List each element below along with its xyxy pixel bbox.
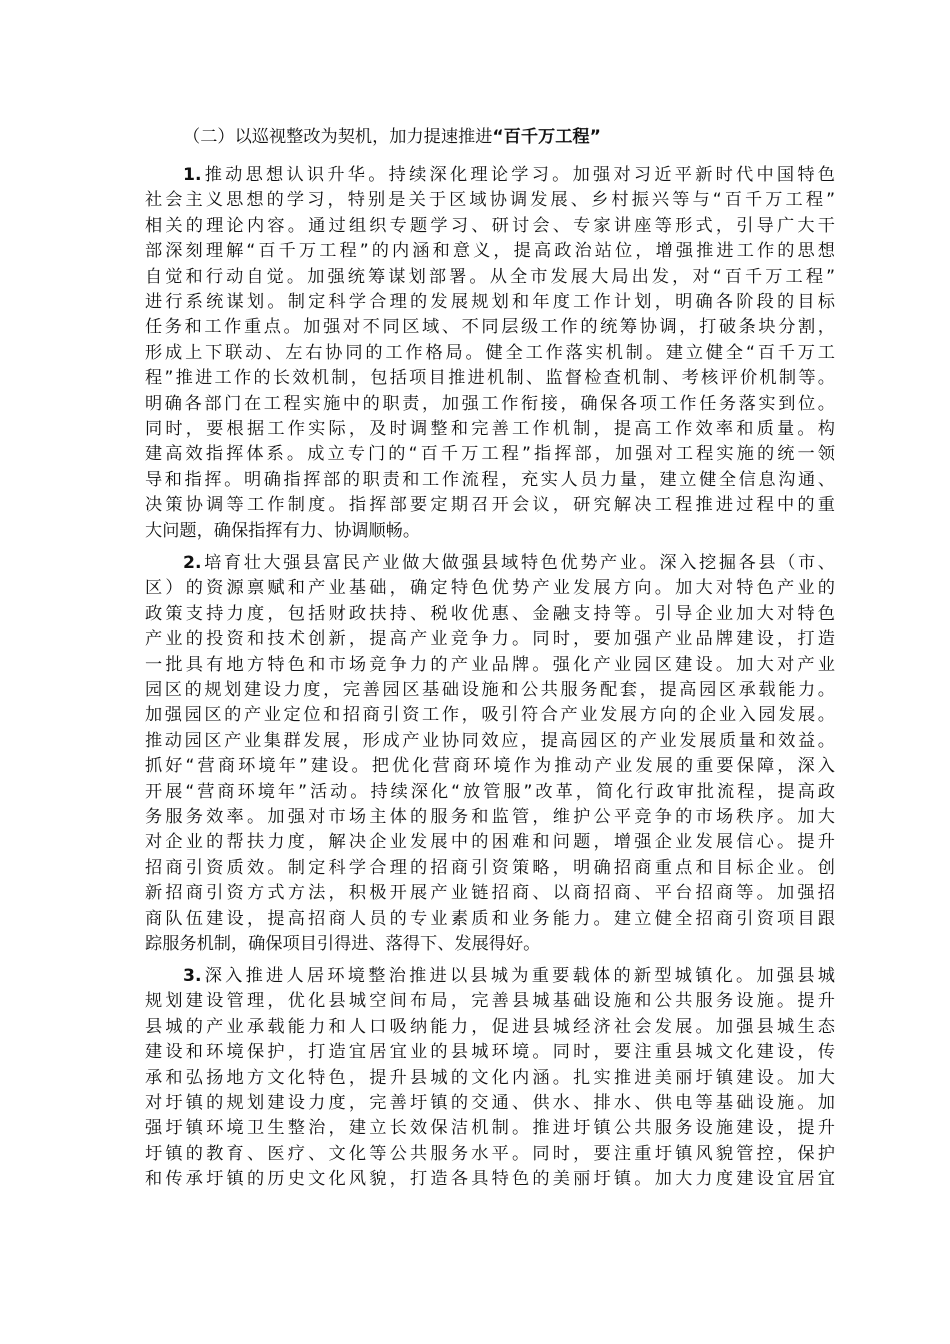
- paragraph-text: 对企业的帮扶力度，解决企业发展中的困难和问题，增强企业发展信心。提升: [145, 832, 835, 853]
- paragraph-line: [145, 601, 835, 627]
- paragraph-text: 形成上下联动、左右协同的工作格局。健全工作落实机制。建立健全“百千万工: [145, 342, 835, 363]
- section-heading: [183, 124, 601, 150]
- paragraph-text: 产业的投资和技术创新，提高产业竞争力。同时，要加强产业品牌建设，打造: [145, 629, 835, 650]
- paragraph-text: 商队伍建设，提高招商人员的专业素质和业务能力。建立健全招商引资项目跟: [145, 908, 835, 929]
- paragraph-text: 进行系统谋划。制定科学合理的发展规划和年度工作计划，明确各阶段的目标: [145, 292, 835, 312]
- paragraph-text: 县城的产业承载能力和人口吸纳能力，促进县城经济社会发展。加强县城生态: [145, 1016, 835, 1037]
- paragraph-text: 园区的规划建设力度，完善园区基础设施和公共服务配套，提高园区承载能力。: [145, 680, 835, 700]
- paragraph-line: [145, 1014, 835, 1040]
- paragraph-text: 部深刻理解“百千万工程”的内涵和意义，提高政治站位，增强推进工作的思想: [145, 241, 835, 262]
- paragraph-text: 决策协调等工作制度。指挥部要定期召开会议，研究解决工程推进过程中的重: [145, 495, 835, 516]
- paragraph-text: 承和弘扬地方文化特色，提升县城的文化内涵。扎实推进美丽圩镇建设。加大: [145, 1067, 835, 1088]
- paragraph-text: 规划建设管理，优化县城空间布局，完善县城基础设施和公共服务设施。提升: [145, 991, 835, 1012]
- paragraph-line: [145, 906, 835, 932]
- paragraph-line: [145, 187, 835, 213]
- paragraph-line: [145, 1039, 835, 1065]
- paragraph-line: [145, 213, 835, 239]
- paragraph-line: [145, 804, 835, 830]
- paragraph-line: [145, 1141, 835, 1167]
- paragraph-line: [183, 963, 835, 989]
- paragraph-text: 政策支持力度，包括财政扶持、税收优惠、金融支持等。引导企业加大对特色: [145, 603, 835, 624]
- paragraph-text: 踪服务机制，确保项目引得进、落得下、发展得好。: [145, 934, 541, 954]
- paragraph-text: 务服务效率。加强对市场主体的服务和监管，维护公平竞争的市场秩序。加大: [145, 807, 835, 827]
- paragraph-number: 2.: [183, 553, 202, 573]
- paragraph-text: 一批具有地方特色和市场竞争力的产业品牌。强化产业园区建设。加大对产业: [145, 654, 835, 675]
- paragraph-line: [145, 492, 835, 518]
- paragraph-text: 自觉和行动自觉。加强统筹谋划部署。从全市发展大局出发，对“百千万工程”: [145, 266, 835, 287]
- paragraph-line: [145, 441, 835, 467]
- paragraph-text: 深入推进人居环境整治推进以县城为重要载体的新型城镇化。加强县城: [201, 966, 835, 986]
- paragraph-line: [145, 855, 835, 881]
- paragraph-text: 加强园区的产业定位和招商引资工作，吸引符合产业发展方向的企业入园发展。: [145, 705, 835, 726]
- paragraph-line: [145, 829, 835, 855]
- paragraph-line: [145, 518, 835, 544]
- paragraph-line: [145, 340, 835, 366]
- paragraph-text: 对圩镇的规划建设力度，完善圩镇的交通、供水、排水、供电等基础设施。加: [145, 1093, 835, 1113]
- paragraph-text: 推动思想认识升华。持续深化理论学习。加强对习近平新时代中国特色: [201, 165, 835, 185]
- paragraph-line: [145, 702, 835, 728]
- paragraph-line: [145, 575, 835, 601]
- paragraph-text: 新招商引资方式方法，积极开展产业链招商、以商招商、平台招商等。加强招: [145, 883, 835, 904]
- paragraph-line: [145, 416, 835, 442]
- paragraph-line: [145, 289, 835, 315]
- paragraph-text: 和传承圩镇的历史文化风貌，打造各具特色的美丽圩镇。加大力度建设宜居宜: [145, 1169, 835, 1190]
- paragraph-line: [145, 365, 835, 391]
- paragraph-line: [145, 677, 835, 703]
- paragraph-text: 圩镇的教育、医疗、文化等公共服务水平。同时，要注重圩镇风貌管控，保护: [145, 1143, 835, 1164]
- paragraph-text: 区）的资源禀赋和产业基础，确定特色优势产业发展方向。加大对特色产业的: [145, 578, 835, 599]
- paragraph-line: [145, 753, 835, 779]
- paragraph-text: 强圩镇环境卫生整治，建立长效保洁机制。推进圩镇公共服务设施建设，提升: [145, 1118, 835, 1139]
- paragraph-line: [145, 238, 835, 264]
- paragraph-line: [145, 931, 835, 957]
- paragraph-text: 程”推进工作的长效机制，包括项目推进机制、监督检查机制、考核评价机制等。: [145, 368, 835, 389]
- paragraph-text: 开展“营商环境年”活动。持续深化“放管服”改革，简化行政审批流程，提高政: [145, 781, 835, 802]
- paragraph-line: [145, 728, 835, 754]
- paragraph-text: 推动园区产业集群发展，形成产业协同效应，提高园区的产业发展质量和效益。: [145, 730, 835, 751]
- paragraph-text: 培育壮大强县富民产业做大做强县域特色优势产业。深入挖掘各县（市、: [201, 553, 835, 573]
- paragraph-line: [145, 1090, 835, 1116]
- paragraph-line: [145, 467, 835, 493]
- paragraph-line: [183, 162, 835, 188]
- paragraph-text: 任务和工作重点。加强对不同区域、不同层级工作的统筹协调，打破条块分割，: [145, 317, 835, 338]
- paragraph-text: 社会主义思想的学习，特别是关于区域协调发展、乡村振兴等与“百千万工程”: [145, 190, 835, 211]
- paragraph-text: 导和指挥。明确指挥部的职责和工作流程，充实人员力量，建立健全信息沟通、: [145, 469, 835, 490]
- paragraph-line: [145, 314, 835, 340]
- paragraph-text: 相关的理论内容。通过组织专题学习、研讨会、专家讲座等形式，引导广大干: [145, 215, 835, 236]
- paragraph-line: [145, 1115, 835, 1141]
- paragraph-line: [145, 1065, 835, 1091]
- paragraph-line: [145, 652, 835, 678]
- paragraph-line: [145, 391, 835, 417]
- paragraph-line: [145, 880, 835, 906]
- paragraph-line: [183, 550, 835, 576]
- paragraph-number: 1.: [183, 165, 202, 185]
- paragraph-line: [145, 1166, 835, 1192]
- heading-text: （二）以巡视整改为契机，加力提速推进: [183, 127, 493, 147]
- heading-quote: “百千万工程”: [492, 127, 601, 147]
- paragraph-line: [145, 626, 835, 652]
- paragraph-line: [145, 988, 835, 1014]
- paragraph-line: [145, 779, 835, 805]
- paragraph-text: 建设和环境保护，打造宜居宜业的县城环境。同时，要注重县城文化建设，传: [145, 1042, 835, 1063]
- paragraph-number: 3.: [183, 966, 202, 986]
- paragraph-line: [145, 264, 835, 290]
- paragraph-text: 抓好“营商环境年”建设。把优化营商环境作为推动产业发展的重要保障，深入: [145, 756, 835, 777]
- paragraph-text: 明确各部门在工程实施中的职责，加强工作衔接，确保各项工作任务落实到位。: [145, 393, 835, 414]
- paragraph-text: 大问题，确保指挥有力、协调顺畅。: [145, 520, 421, 541]
- paragraph-text: 招商引资质效。制定科学合理的招商引资策略，明确招商重点和目标企业。创: [145, 857, 835, 878]
- paragraph-text: 同时，要根据工作实际，及时调整和完善工作机制，提高工作效率和质量。构: [145, 419, 835, 439]
- paragraph-text: 建高效指挥体系。成立专门的“百千万工程”指挥部，加强对工程实施的统一领: [145, 444, 835, 465]
